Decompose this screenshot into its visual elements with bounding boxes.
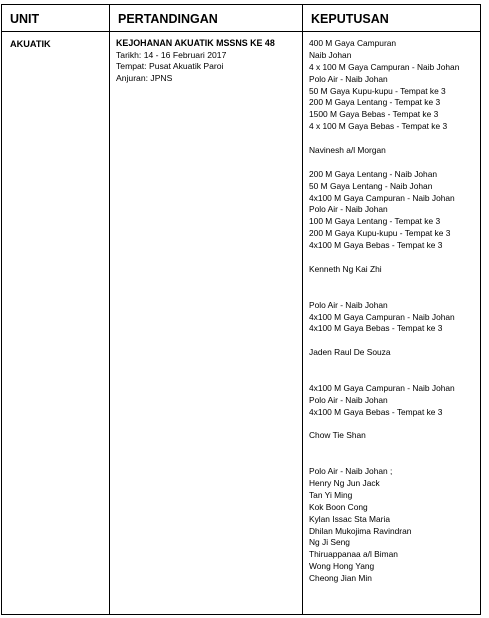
result-line: 200 M Gaya Lentang - Tempat ke 3: [309, 97, 441, 108]
result-line: 4x100 M Gaya Campuran - Naib Johan: [309, 192, 455, 203]
result-line: 4 x 100 M Gaya Bebas - Tempat ke 3: [309, 121, 448, 132]
result-line: Naib Johan: [309, 49, 352, 60]
table-row: [2, 32, 481, 615]
result-group-4: [309, 383, 480, 419]
header-pertandingan: PERTANDINGAN: [110, 5, 303, 32]
result-line: 50 M Gaya Lentang - Naib Johan: [309, 180, 433, 191]
pertandingan-cell: [110, 32, 303, 615]
athlete-name: Tan Yi Ming: [309, 489, 353, 500]
result-line: 50 M Gaya Kupu-kupu - Tempat ke 3: [309, 85, 446, 96]
athlete-name: Chow Tie Shan: [309, 430, 366, 441]
result-line: 4x100 M Gaya Bebas - Tempat ke 3: [309, 406, 443, 417]
athlete-name: Kylan Issac Sta Maria: [309, 513, 390, 524]
result-line: Polo Air - Naib Johan ;: [309, 466, 393, 477]
event-date: Tarikh: 14 - 16 Februari 2017: [116, 49, 227, 60]
event-venue: Tempat: Pusat Akuatik Paroi: [116, 61, 224, 71]
result-line: 1500 M Gaya Bebas - Tempat ke 3: [309, 109, 439, 120]
event-organizer: Anjuran: JPNS: [116, 72, 173, 83]
result-line: 4x100 M Gaya Campuran - Naib Johan: [309, 311, 455, 322]
result-group-2: [309, 169, 480, 252]
result-group-3: [309, 300, 480, 336]
result-line: Polo Air - Naib Johan: [309, 299, 388, 310]
athlete-name: Dhilan Mukojima Ravindran: [309, 525, 412, 536]
header-row: [2, 5, 481, 32]
result-line: 4x100 M Gaya Campuran - Naib Johan: [309, 382, 455, 393]
keputusan-cell: [303, 32, 481, 615]
event-title: KEJOHANAN AKUATIK MSSNS KE 48: [116, 38, 275, 48]
result-line: 4x100 M Gaya Bebas - Tempat ke 3: [309, 323, 443, 334]
athlete-name: Kok Boon Cong: [309, 501, 368, 512]
result-line: 200 M Gaya Kupu-kupu - Tempat ke 3: [309, 228, 451, 239]
result-line: 100 M Gaya Lentang - Tempat ke 3: [309, 216, 441, 227]
athlete-name: Jaden Raul De Souza: [309, 347, 391, 358]
athlete-name: Henry Ng Jun Jack: [309, 478, 380, 488]
unit-cell: [2, 32, 110, 615]
athlete-name: Ng Ji Seng: [309, 537, 350, 548]
unit-name: AKUATIK: [10, 39, 51, 49]
result-line: 200 M Gaya Lentang - Naib Johan: [309, 168, 438, 179]
athlete-name: Navinesh a/l Morgan: [309, 145, 386, 156]
result-line: 4x100 M Gaya Bebas - Tempat ke 3: [309, 240, 443, 251]
result-line: 4 x 100 M Gaya Campuran - Naib Johan: [309, 61, 460, 72]
result-group-5: [309, 466, 480, 585]
result-line: Polo Air - Naib Johan: [309, 394, 388, 405]
header-unit: UNIT: [2, 5, 110, 32]
results-table: [1, 4, 481, 615]
athlete-name: Thiruappanaa a/l Biman: [309, 549, 398, 560]
result-line: Polo Air - Naib Johan: [309, 204, 388, 215]
result-line: Polo Air - Naib Johan: [309, 73, 388, 84]
athlete-name: Cheong Jian Min: [309, 573, 372, 584]
result-group-1: [309, 38, 480, 133]
athlete-name: Kenneth Ng Kai Zhi: [309, 263, 382, 274]
result-line: 400 M Gaya Campuran: [309, 38, 397, 48]
athlete-name: Wong Hong Yang: [309, 561, 375, 572]
header-keputusan: KEPUTUSAN: [303, 5, 481, 32]
